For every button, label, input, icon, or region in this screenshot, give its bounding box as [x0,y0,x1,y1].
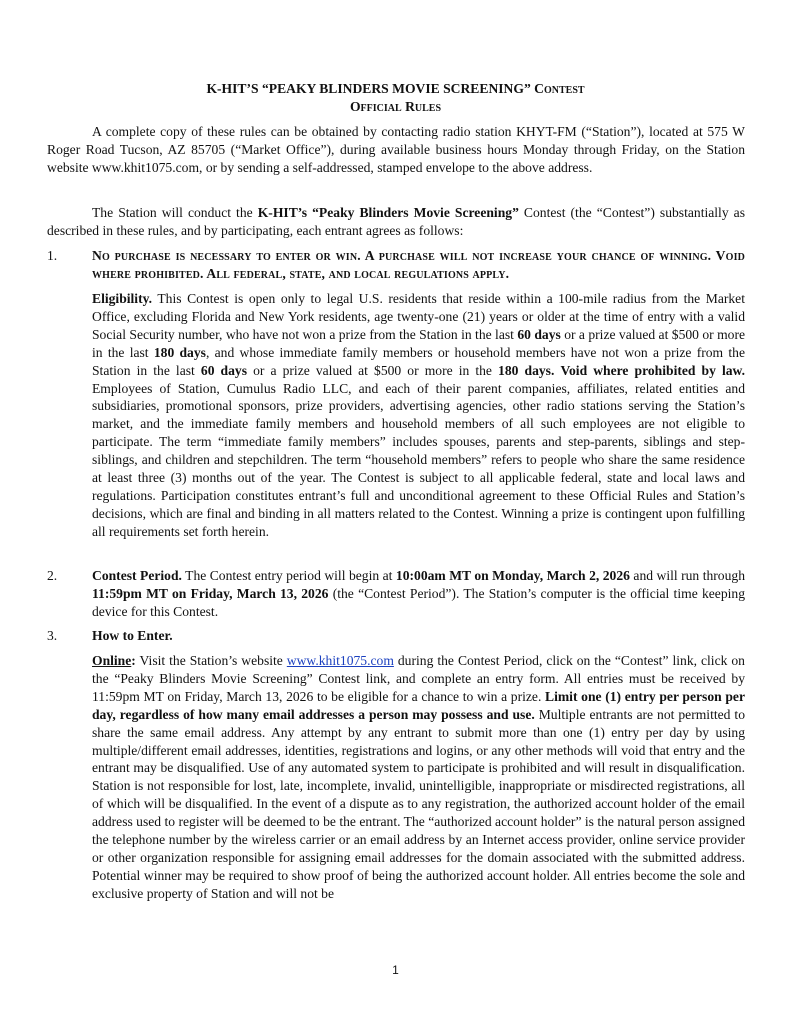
station-website-link[interactable]: www.khit1075.com [286,653,394,668]
online-text: Multiple entrants are not permitted to share the same email address. Any attempt by any entrant to submit more than one (1) entry per day by using multiple/different email addresses, identities, registrations and logins, or any other methods will void that entry and the entrant may be disqualified. Use of any automated system to participate is prohibited and will result in disqualification. Station is not responsible for lost, late, incomplete, invalid, unintelligible, inappropriate or misdirected registrations, all of which will be disqualified. In the event of a dispute as to any registration, the authorized account holder of the email address used to register will be deemed to be the entrant. The “authorized account holder” is the natural person assigned the telephone number by the wireless carrier or an email address by an Internet access provider, online service provider or other organization responsible for assigning email addresses for the domain associated with the submitted address. Potential winner may be required to show proof of being the authorized account holder. All entries become the sole and exclusive property of Station and will not be [92,706,745,901]
eligibility-heading: Eligibility. [92,291,153,306]
how-to-enter-label: How to Enter. [92,628,173,643]
title-main: K-HIT’S “PEAKY BLINDERS MOVIE SCREENING” [206,81,531,96]
online-text: Visit the Station’s website [135,653,287,668]
how-to-enter-heading [92,627,745,645]
eligibility-bold: 180 days. [498,362,555,378]
contest-start: 10:00am MT on Monday, March 2, 2026 [395,568,630,583]
contest-period-text: (the “Contest Period”). The Station’s computer is the official time keeping device for this Contest. [92,585,745,619]
contest-end: 11:59pm MT on Friday, March 13, 2026 [92,585,329,601]
online-entry-paragraph [92,652,745,903]
conduct-text-before: The Station will conduct the [92,205,258,220]
intro-paragraph: A complete copy of these rules can be obtained by contacting radio station KHYT-FM (“Station”), located at 575 W Roger Road Tucson, AZ 85705 (“Market Office”), during available business hours Monday through Friday, on the Station website www.khit1075.com, or by sending a self-addressed, stamped envelope to the above address. [47,124,745,175]
online-colon: : [131,653,136,668]
section-number: 2. [47,568,58,583]
document-subtitle: Official Rules [349,99,442,114]
eligibility-bold: 180 days [153,344,206,360]
section-number: 3. [47,628,58,643]
eligibility-bold: 60 days [517,326,561,342]
contest-period-heading: Contest Period. [92,568,182,583]
page-number: 1 [392,963,399,977]
eligibility-text: This Contest is open only to legal U.S. residents that reside within a 100-mile radius from the Market Office, excluding Florida and New York residents, age twenty-one (21) years or older at the time of entry with a valid Social Security number, who have not won a prize from the Station in the last [92,291,745,342]
online-text: during the Contest Period, click on the “Contest” link, click on the “Peaky Blinders Movie Screening” Contest link, and complete an entry form. All entries must be received by 11:59pm MT on Friday, March 13, 2026 to be eligible for a chance to win a prize. [92,653,745,704]
eligibility-text: Employees of Station, Cumulus Radio LLC, and each of their parent companies, affiliates, related entities and subsidiaries, promotional sponsors, prize providers, advertising agencies, other radio stations serving the Station’s market, and the immediate family members and household members of all such employees are not eligible to participate. The term “immediate family members” includes spouses, parents and step-parents, siblings and step-siblings, and children and stepchildren. The term “household members” refers to people who share the same residence at least three (3) months out of the year. The Contest is subject to all applicable federal, state and local laws and regulations. Participation constitutes entrant’s full and unconditional agreement to these Official Rules and Station’s decisions, which are final and binding in all matters related to the Contest. Winning a prize is contingent upon fulfilling all requirements set forth herein. [92,380,745,539]
eligibility-paragraph [92,290,745,541]
eligibility-text: , and whose immediate family members or household members have not won a prize from the Station in the last [92,344,746,378]
eligibility-text: or a prize valued at $500 or more in the [247,362,499,378]
no-purchase-notice: No purchase is necessary to enter or win. A purchase will not increase your chance of winning. Void where prohibited. All federal, state, and local regulations apply. [92,248,745,281]
contest-period-text: and will run through [629,568,745,583]
title-suffix: Contest [534,81,585,96]
entry-limit-notice: Limit one (1) entry per person per day, regardless of how many email addresses a person may possess and use. [92,688,745,722]
conduct-text-after: Contest (the “Contest”) substantially as described in these rules, and by participating, each entrant agrees as follows: [47,205,746,238]
document-title [0,80,791,98]
contest-period-paragraph [92,567,745,621]
conduct-paragraph [47,204,745,240]
eligibility-bold: Void where prohibited by law. [560,362,746,378]
eligibility-bold: 60 days [200,362,248,378]
contest-period-text: The Contest entry period will begin at [181,568,396,583]
eligibility-text: or a prize valued at $500 or more in the last [92,326,746,360]
contest-name: K-HIT’s “Peaky Blinders Movie Screening” [257,205,519,220]
section-number: 1. [47,248,58,263]
online-label: Online [92,653,132,668]
